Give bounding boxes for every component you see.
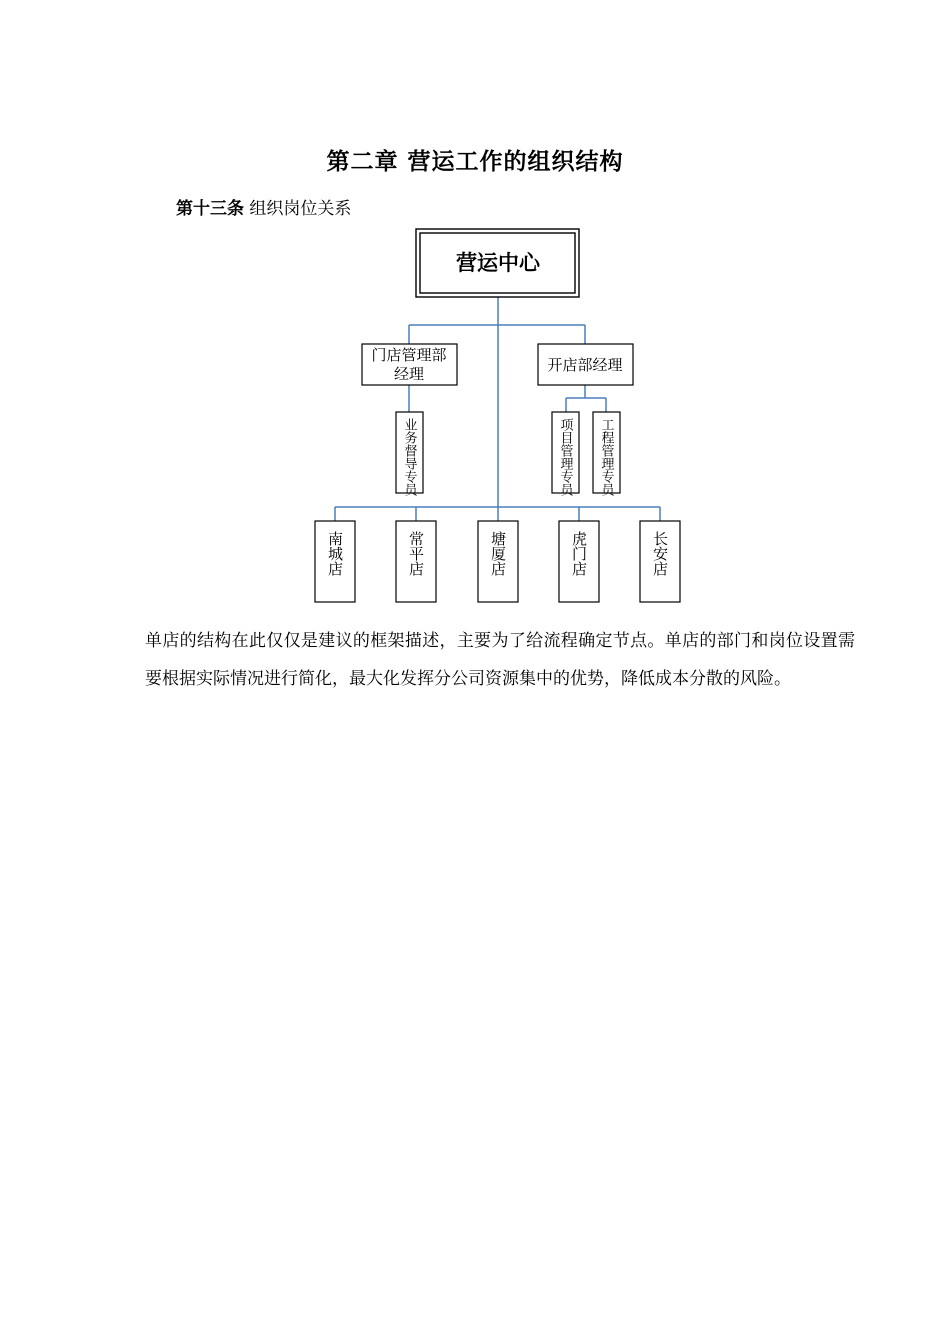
org-node-store-opening	[538, 344, 633, 385]
org-node-engineering-manager	[593, 412, 620, 497]
org-node-root	[416, 229, 579, 297]
org-root-label: 营运中心	[456, 251, 540, 275]
org-node-store-management	[362, 344, 457, 385]
org-level3-label-2: 项目管理专员	[557, 418, 573, 496]
org-level2-label-2: 开店部经理	[547, 356, 623, 374]
org-node-store-5	[640, 521, 680, 602]
store-label-4: 虎门店	[570, 531, 588, 576]
body-paragraph: 单店的结构在此仅仅是建议的框架描述，主要为了给流程确定节点。单店的部门和岗位设置需要根据实际情况进行简化，最大化发挥分公司资源集中的优势，降低成本分散的风险。	[145, 631, 855, 689]
store-label-5: 长安店	[651, 531, 669, 576]
org-level3-label-1: 业务督导专员	[401, 418, 417, 496]
article-number: 第十三条	[176, 199, 244, 219]
store-label-3: 塘厦店	[489, 531, 507, 576]
store-label-1: 南城店	[326, 531, 344, 576]
org-level3-label-3: 工程管理专员	[598, 418, 614, 496]
article-title: 组织岗位关系	[249, 199, 352, 219]
chapter-title: 第二章 营运工作的组织结构	[326, 149, 624, 175]
org-node-store-1	[315, 521, 355, 602]
org-node-project-manager	[552, 412, 579, 497]
org-level2-label-1b: 经理	[393, 365, 425, 383]
org-node-store-3	[478, 521, 518, 602]
org-node-store-4	[559, 521, 599, 602]
org-node-store-2	[396, 521, 436, 602]
org-node-supervisor	[396, 412, 423, 497]
store-label-2: 常平店	[407, 531, 425, 576]
org-level2-label-1a: 门店管理部	[371, 346, 447, 364]
